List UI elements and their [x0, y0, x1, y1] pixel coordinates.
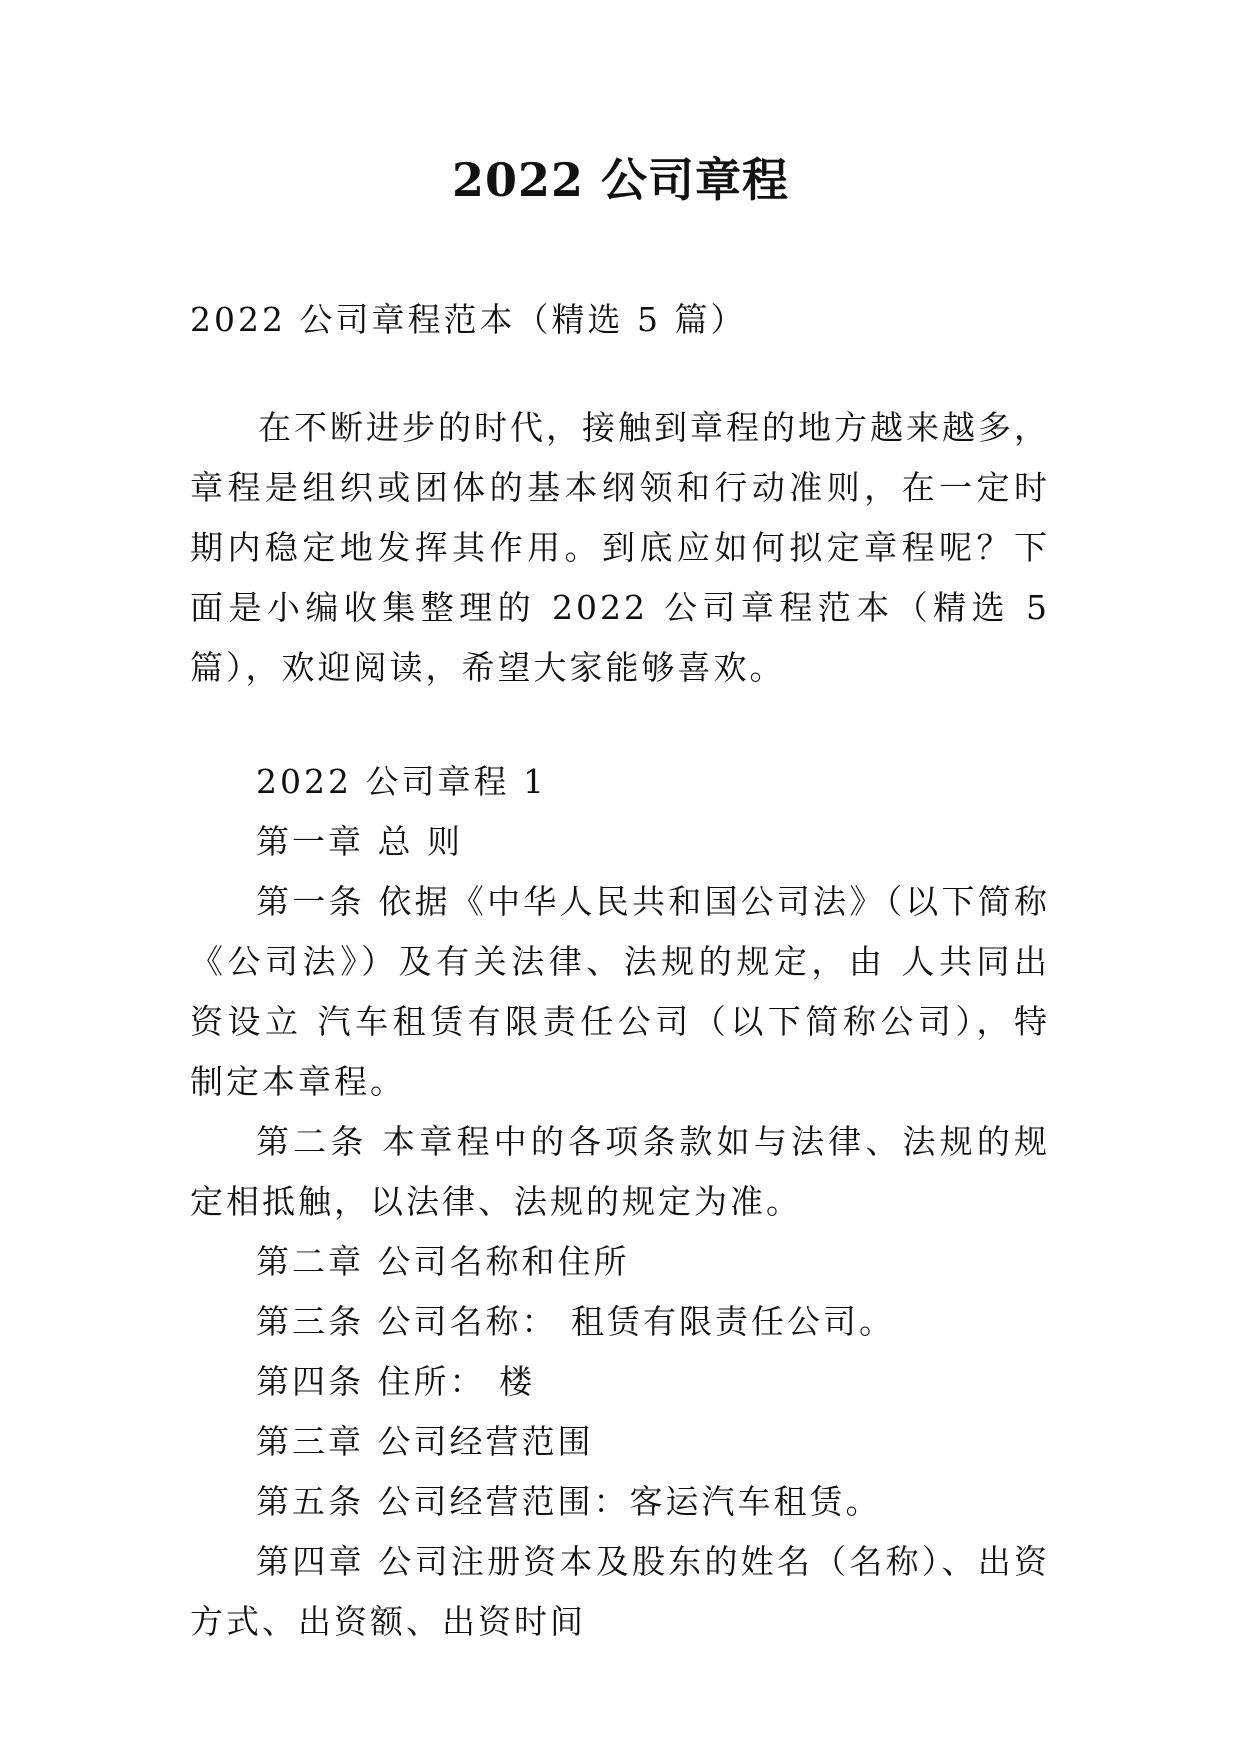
intro-paragraph: 在不断进步的时代，接触到章程的地方越来越多，章程是组织或团体的基本纲领和行动准则，在一定时期内稳定地发挥其作用。到底应如何拟定章程呢？下面是小编收集整理的 2022 公司章程范本（精选 5 篇），欢迎阅读，希望大家能够喜欢。 [190, 408, 1050, 687]
article-paragraph: 第四条 住所： 楼 [256, 1362, 535, 1401]
chapter-heading: 第四章 公司注册资本及股东的姓名（名称）、出资方式、出资额、出资时间 [190, 1542, 1050, 1641]
chapter-heading: 第二章 公司名称和住所 [256, 1242, 630, 1281]
section-heading: 2022 公司章程 1 [256, 762, 547, 801]
article-paragraph: 第五条 公司经营范围：客运汽车租赁。 [256, 1482, 882, 1521]
document-sections [190, 752, 1050, 1652]
document-title: 2022 公司章程 [451, 153, 790, 207]
chapter-heading: 第三章 公司经营范围 [256, 1422, 594, 1461]
article-paragraph: 第三条 公司名称： 租赁有限责任公司。 [256, 1302, 895, 1341]
chapter-heading: 第一章 总 则 [256, 822, 463, 861]
document-subtitle: 2022 公司章程范本（精选 5 篇） [190, 300, 747, 339]
article-paragraph: 第一条 依据《中华人民共和国公司法》（以下简称《公司法》）及有关法律、法规的规定，由 人共同出资设立 汽车租赁有限责任公司（以下简称公司），特制定本章程。 [190, 882, 1050, 1101]
article-paragraph: 第二条 本章程中的各项条款如与法律、法规的规定相抵触，以法律、法规的规定为准。 [190, 1122, 1050, 1221]
